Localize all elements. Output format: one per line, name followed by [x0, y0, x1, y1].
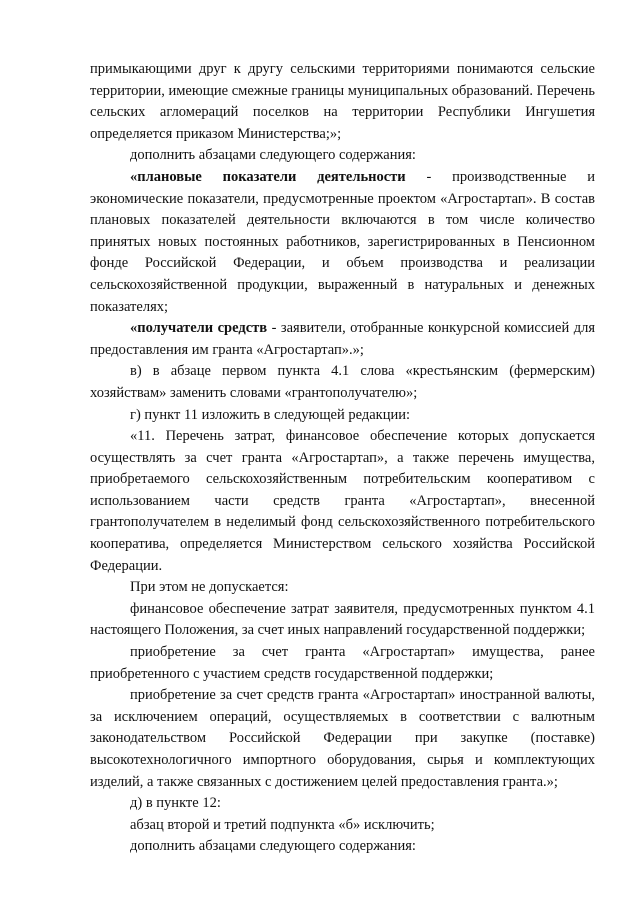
paragraph-exclude-subitem — [90, 815, 595, 837]
paragraph-financing-restriction — [90, 599, 595, 642]
paragraph-text: «11. Перечень затрат, финансовое обеспечение которых допускается осуществлять за счет гранта «Агростартап», а также перечень имущества, приобретаемого сельскохозяйственным потребительским кооперативом с использованием части средств гранта «Агростартап», внесенной грантополучателем в неделимый фонд сельскохозяйственного потребительского кооператива, определяется Министерством сельского хозяйства Российской Федерации. — [90, 428, 595, 574]
paragraph-term: «получатели средств — [130, 320, 268, 337]
paragraph-text: г) пункт 11 изложить в следующей редакции: — [130, 406, 411, 423]
paragraph-recipients — [90, 318, 595, 361]
paragraph-text: приобретение за счет средств гранта «Агростартап» иностранной валюты, за исключением операций, осуществляемых в соответствии с валютным законодательством Российской Федерации при закупке (поставке) высокотехнологичного импортного оборудования, сырья и комплектующих изделий, а также связанных с достижением целей предоставления гранта.»; — [90, 687, 595, 790]
paragraph-text: При этом не допускается: — [130, 579, 289, 596]
paragraph-text: - производственные и экономические показатели, предусмотренные проектом «Агростартап». В состав плановых показателей деятельности включаются в том числе количество принятых новых постоянных работников, зарегистрированных в Пенсионном фонде Российской Федерации, и объем производства и реализации сельскохозяйственной продукции, выраженный в натуральных и денежных показателях; — [90, 168, 595, 315]
paragraph-text: в) в абзаце первом пункта 4.1 слова «крестьянским (фермерским) хозяйствам» заменить словами «грантополучателю»; — [90, 363, 595, 401]
paragraph-text: примыкающими друг к другу сельскими территориями понимаются сельские территории, имеющие смежные границы муниципальных образований. Перечень сельских агломераций поселков на территории Республики Ингушетия определяется приказом Министерства;»; — [90, 61, 595, 142]
paragraph-add-clauses-final — [90, 836, 595, 858]
paragraph-not-allowed — [90, 577, 595, 599]
paragraph-item-v — [90, 361, 595, 404]
paragraph-text: д) в пункте 12: — [130, 795, 221, 812]
paragraph-text: - заявители, отобранные конкурсной комиссией для предоставления им гранта «Агростартап».»; — [90, 320, 595, 358]
paragraph-property-restriction — [90, 642, 595, 685]
paragraph-text: абзац второй и третий подпункта «б» исключить; — [130, 816, 435, 833]
paragraph-clause-11 — [90, 426, 595, 577]
paragraph-planned-indicators — [90, 167, 595, 318]
paragraph-text: дополнить абзацами следующего содержания: — [130, 838, 416, 855]
paragraph-text: финансовое обеспечение затрат заявителя, предусмотренных пунктом 4.1 настоящего Положения, за счет иных направлений государственной поддержки; — [90, 600, 595, 639]
paragraph-currency-restriction — [90, 685, 595, 793]
paragraph-item-g — [90, 405, 595, 427]
paragraph-term: «плановые показатели деятельности — [130, 168, 406, 185]
paragraph-text: приобретение за счет гранта «Агростартап» имущества, ранее приобретенного с участием средств государственной поддержки; — [90, 644, 595, 682]
paragraph-text: дополнить абзацами следующего содержания: — [130, 147, 416, 164]
paragraph-add-clauses — [90, 145, 595, 167]
document-body — [90, 59, 595, 858]
paragraph-item-d — [90, 793, 595, 815]
paragraph-agglomeration-definition — [90, 59, 595, 145]
